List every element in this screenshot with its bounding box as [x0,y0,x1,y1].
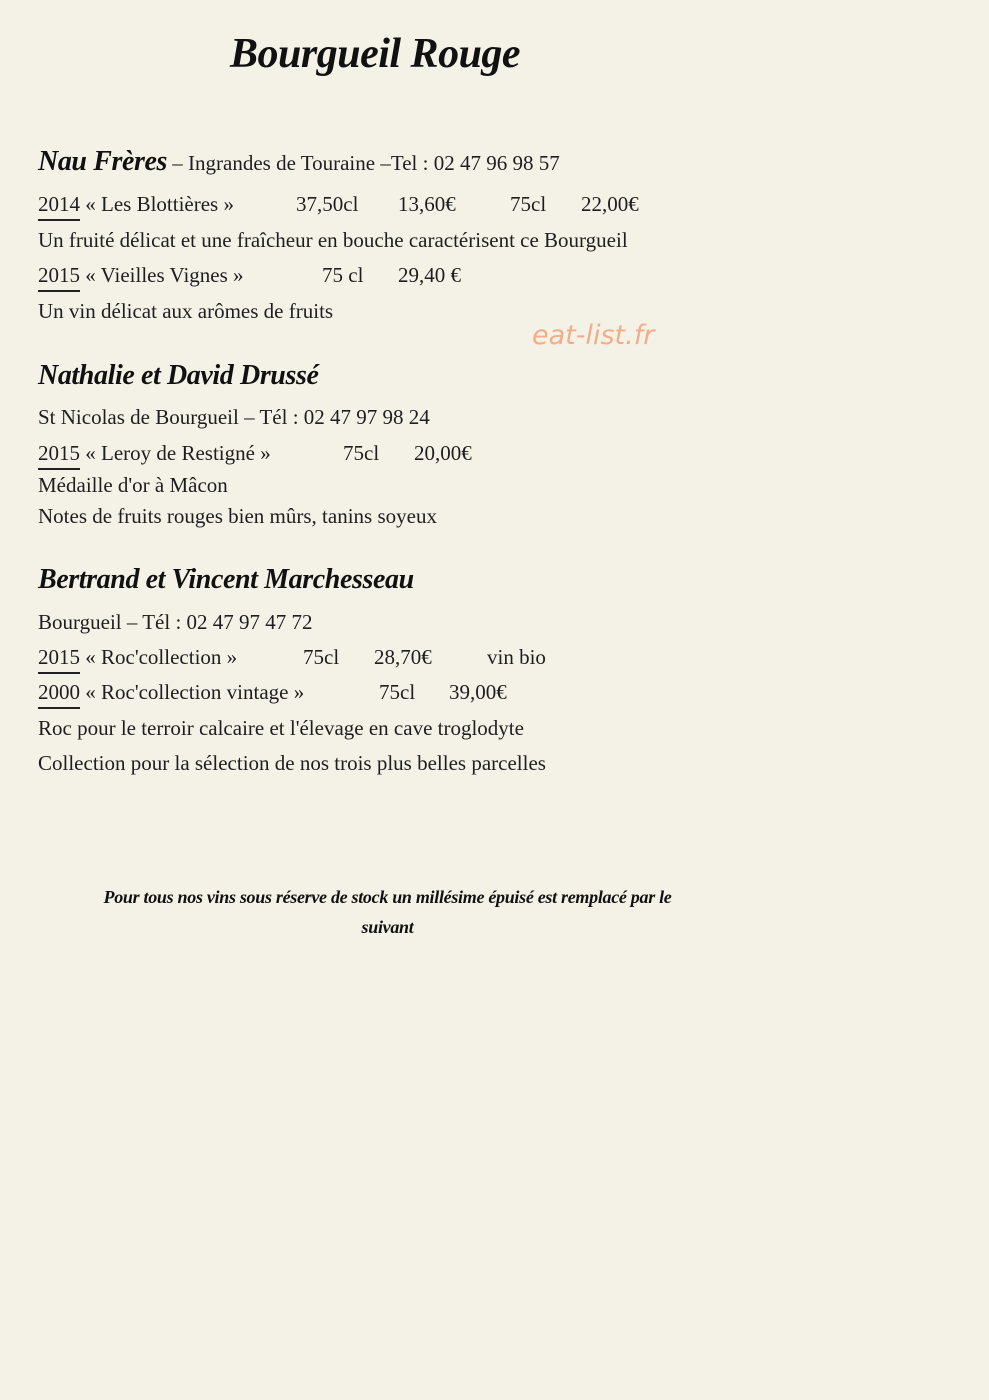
wine-name: « Roc'collection » [80,645,238,669]
wine-price: 39,00€ [449,680,507,704]
producer-name: Nau Frères [38,146,168,177]
disclaimer-line: Pour tous nos vins sous réserve de stock un millésime épuisé est remplacé par le [103,887,672,907]
vintage-year: 2000 [38,680,80,709]
vintage-year: 2015 [38,645,80,674]
wine-price: 28,70€ [374,645,432,669]
vintage-year: 2014 [38,192,80,221]
wine-note: Un fruité délicat et une fraîcheur en bouche caractérisent ce Bourgueil [38,228,628,252]
wine-size: 75 cl [322,263,364,287]
wine-size: 75cl [343,441,380,465]
wine-note: Collection pour la sélection de nos trois plus belles parcelles [38,751,546,775]
wine-size: 75cl [303,645,340,669]
wine-tag: vin bio [487,645,546,669]
producer-address: St Nicolas de Bourgueil – Tél : 02 47 97 98 24 [38,405,430,429]
producer-address: Bourgueil – Tél : 02 47 97 47 72 [38,610,313,634]
wine-row [38,441,271,470]
wine-price: 29,40 € [398,263,461,287]
producer-header-nau [38,146,560,178]
wine-name: « Roc'collection vintage » [80,680,305,704]
wine-name: « Les Blottières » [80,192,234,216]
wine-price: 13,60€ [398,192,456,216]
producer-name: Nathalie et David Drussé [38,360,319,391]
disclaimer-line: suivant [361,917,414,937]
wine-note: Médaille d'or à Mâcon [38,473,228,497]
wine-row [38,263,244,292]
wine-note: Notes de fruits rouges bien mûrs, tanins soyeux [38,504,437,528]
producer-name: Bertrand et Vincent Marchesseau [38,564,414,595]
wine-price: 22,00€ [581,192,639,216]
wine-size: 37,50cl [296,192,359,216]
watermark: eat-list.fr [532,320,655,351]
wine-size: 75cl [510,192,547,216]
wine-row [38,192,234,221]
wine-size: 75cl [379,680,416,704]
vintage-year: 2015 [38,441,80,470]
page-title: Bourgueil Rouge [230,31,521,77]
stock-disclaimer [55,882,720,942]
producer-address: – Ingrandes de Touraine –Tel : 02 47 96 98 57 [167,151,560,175]
wine-note: Roc pour le terroir calcaire et l'élevage en cave troglodyte [38,716,524,740]
wine-row [38,645,237,674]
wine-row [38,680,304,709]
wine-name: « Vieilles Vignes » [80,263,244,287]
vintage-year: 2015 [38,263,80,292]
wine-note: Un vin délicat aux arômes de fruits [38,299,334,323]
wine-price: 20,00€ [414,441,472,465]
wine-name: « Leroy de Restigné » [80,441,271,465]
